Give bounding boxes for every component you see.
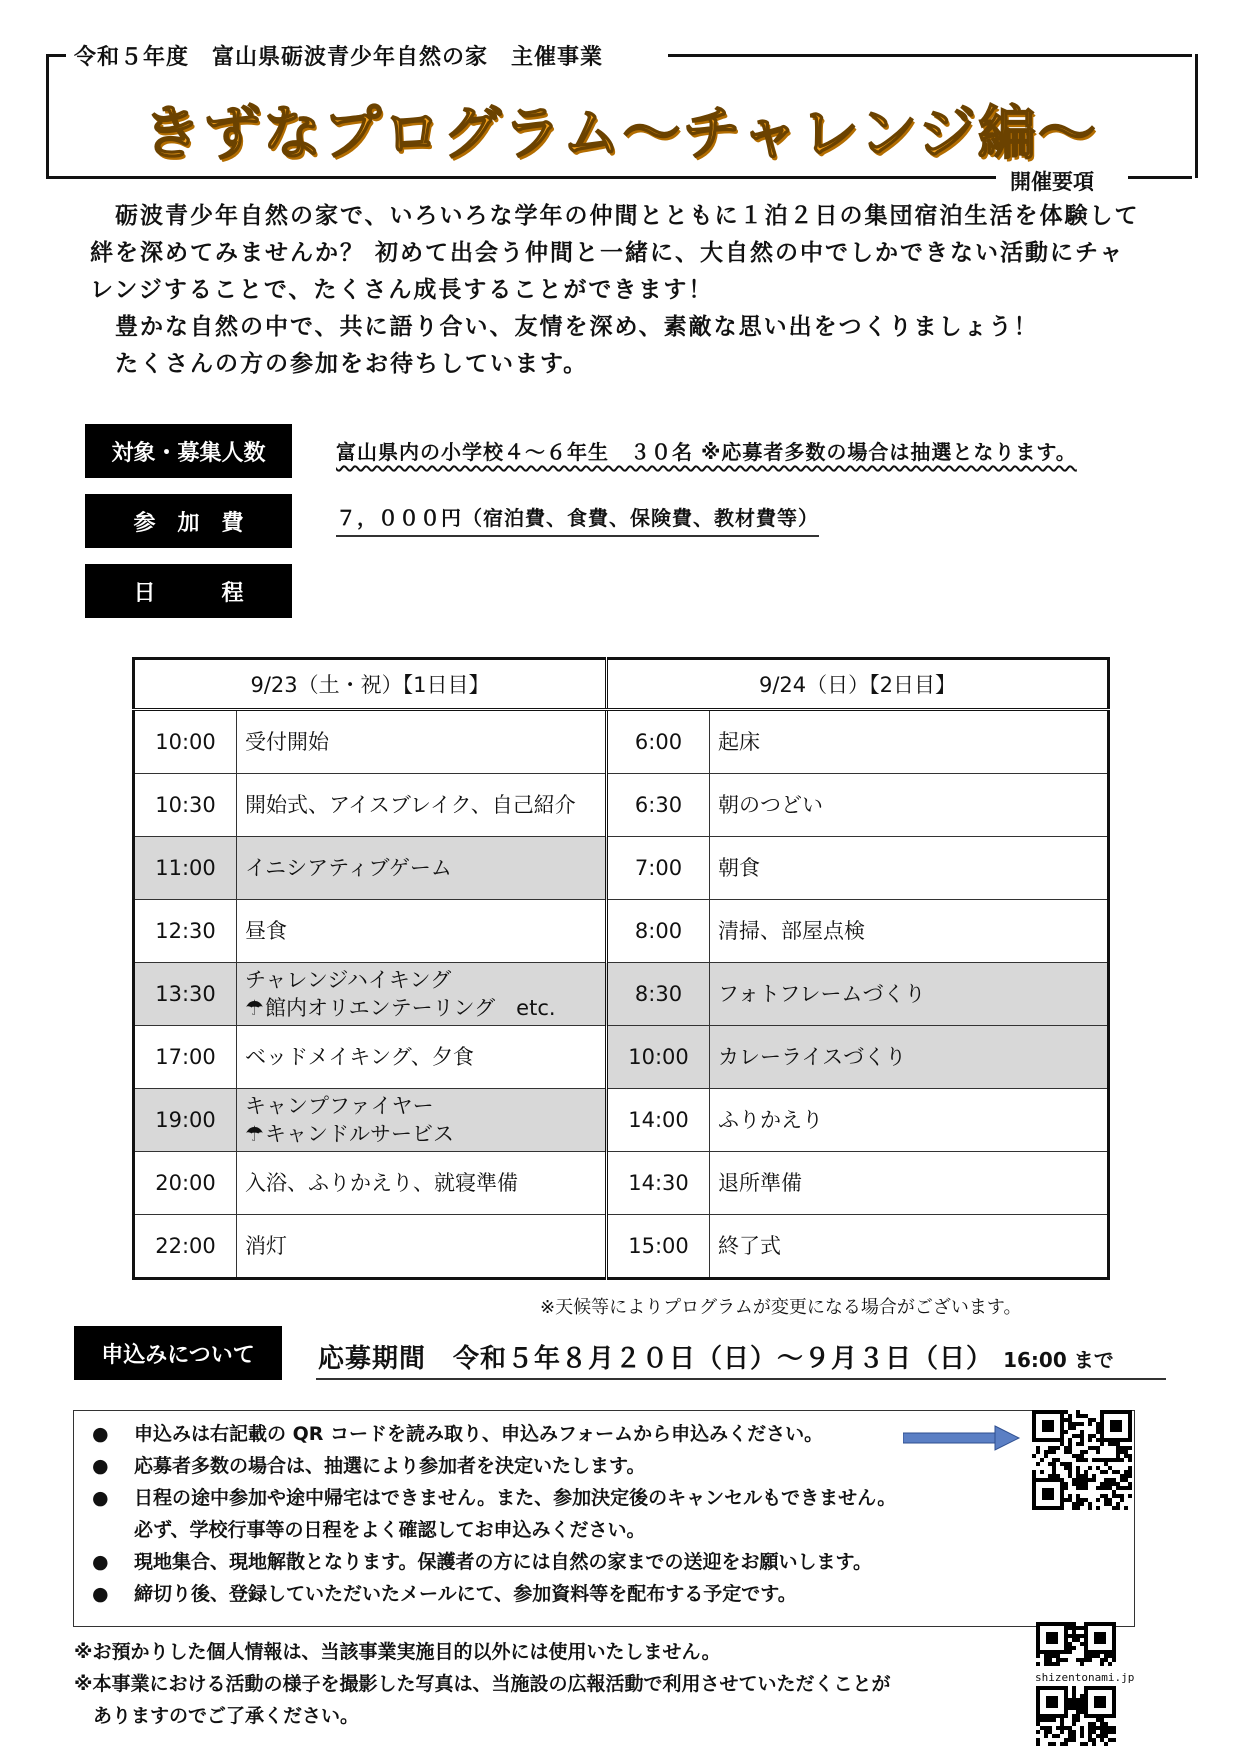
day1-activity: ベッドメイキング、夕食 (237, 1026, 607, 1089)
table-row (134, 1215, 1109, 1279)
day1-activity: キャンプファイヤー ☂キャンドルサービス (237, 1089, 607, 1152)
footer-notes (74, 1636, 890, 1732)
day2-activity: 退所準備 (710, 1152, 1109, 1215)
day2-time: 8:00 (607, 900, 710, 963)
intro-line: 豊かな自然の中で、共に語り合い、友情を深め、素敵な思い出をつくりましょう！ (90, 314, 1039, 340)
period-deadline: 16:00 まで (1003, 1348, 1114, 1372)
bullet: ● (92, 1423, 109, 1445)
day2-activity: 終了式 (710, 1215, 1109, 1279)
header-border (1128, 176, 1192, 179)
day2-activity: ふりかえり (710, 1089, 1109, 1152)
list-item (92, 1482, 896, 1514)
list-item (92, 1450, 896, 1482)
note-text: 申込みは右記載の QR コードを読み取り、申込みフォームから申込みください。 (134, 1423, 824, 1445)
fee-value: ７，０００円（宿泊費、食費、保険費、教材費等） (336, 502, 819, 537)
intro-line: 絆を深めてみませんか？ 初めて出会う仲間と一緒に、大自然の中でしかできない活動にチャ (90, 240, 1125, 266)
header-tag: 開催要項 (1010, 170, 1094, 194)
bullet: ● (92, 1455, 109, 1477)
footer-line: ※お預かりした個人情報は、当該事業実施目的以外には使用いたしません。 (74, 1641, 721, 1663)
day1-activity: イニシアティブゲーム (237, 837, 607, 900)
bullet: ● (92, 1551, 109, 1573)
day2-activity: 起床 (710, 710, 1109, 774)
day1-time: 10:30 (134, 774, 237, 837)
day1-time: 12:30 (134, 900, 237, 963)
schedule-body (134, 710, 1109, 1279)
note-text: 応募者多数の場合は、抽選により参加者を決定いたします。 (134, 1455, 646, 1477)
day1-time: 19:00 (134, 1089, 237, 1152)
day2-activity: カレーライスづくり (710, 1026, 1109, 1089)
day2-time: 14:30 (607, 1152, 710, 1215)
table-row (134, 774, 1109, 837)
intro-line: レンジすることで、たくさん成長することができます！ (90, 277, 714, 303)
note-text: 必ず、学校行事等の日程をよく確認してお申込みください。 (134, 1519, 646, 1541)
qr-caption: shizentonami.jp (1035, 1671, 1135, 1684)
list-item (92, 1546, 896, 1578)
schedule-table (132, 657, 1110, 1280)
footer-line: ありますのでご了承ください。 (74, 1705, 360, 1727)
day1-activity: 受付開始 (237, 710, 607, 774)
footer-line: ※本事業における活動の様子を撮影した写真は、当施設の広報活動で利用させていただくことが (74, 1673, 891, 1695)
day2-activity: 朝食 (710, 837, 1109, 900)
list-item (92, 1578, 896, 1610)
day2-time: 6:30 (607, 774, 710, 837)
table-row (134, 900, 1109, 963)
header-subtitle: 令和５年度 富山県砺波青少年自然の家 主催事業 (74, 45, 604, 70)
day1-activity: 入浴、ふりかえり、就寝準備 (237, 1152, 607, 1215)
umbrella-icon: ☂ (245, 996, 264, 1020)
day1-activity: 昼食 (237, 900, 607, 963)
day2-activity: 清掃、部屋点検 (710, 900, 1109, 963)
apply-label: 申込みについて (74, 1326, 282, 1380)
day2-time: 8:30 (607, 963, 710, 1026)
day1-time: 13:30 (134, 963, 237, 1026)
qr-code-icon[interactable] (1036, 1622, 1116, 1666)
day2-activity: 朝のつどい (710, 774, 1109, 837)
table-row (134, 837, 1109, 900)
day2-header: 9/24（日）【2日目】 (607, 659, 1109, 710)
intro-text (90, 198, 1170, 383)
table-row (134, 1026, 1109, 1089)
page-title: きずなプログラム～チャレンジ編～ (143, 99, 1098, 167)
schedule-label: 日 程 (85, 564, 292, 618)
day1-time: 20:00 (134, 1152, 237, 1215)
day2-time: 7:00 (607, 837, 710, 900)
table-row (134, 963, 1109, 1026)
arrow-right-icon (903, 1425, 1023, 1451)
list-item (92, 1514, 896, 1546)
table-row (134, 1089, 1109, 1152)
note-text: 締切り後、登録していただいたメールにて、参加資料等を配布する予定です。 (134, 1583, 797, 1605)
day1-activity: 消灯 (237, 1215, 607, 1279)
day1-time: 22:00 (134, 1215, 237, 1279)
target-label: 対象・募集人数 (85, 424, 292, 478)
bullet: ● (92, 1583, 109, 1605)
day1-activity: チャレンジハイキング ☂館内オリエンテーリング etc. (237, 963, 607, 1026)
note-text: 日程の途中参加や途中帰宅はできません。また、参加決定後のキャンセルもできません。 (134, 1487, 897, 1509)
day2-time: 14:00 (607, 1089, 710, 1152)
weather-note: ※天候等によりプログラムが変更になる場合がございます。 (540, 1297, 1022, 1318)
table-row (134, 1152, 1109, 1215)
qr-code-icon[interactable] (1036, 1686, 1116, 1746)
fee-label: 参 加 費 (85, 494, 292, 548)
period-text: 応募期間 令和５年８月２０日（日）～９月３日（日） (318, 1344, 994, 1374)
notes-list (92, 1418, 896, 1610)
intro-line: 砺波青少年自然の家で、いろいろな学年の仲間とともに１泊２日の集団宿泊生活を体験して (90, 203, 1140, 229)
intro-line: たくさんの方の参加をお待ちしています。 (90, 351, 589, 377)
header-border (46, 176, 996, 179)
period-underline (316, 1378, 1166, 1380)
day1-time: 10:00 (134, 710, 237, 774)
day2-time: 6:00 (607, 710, 710, 774)
umbrella-icon: ☂ (245, 1122, 264, 1146)
table-row (134, 710, 1109, 774)
day2-time: 15:00 (607, 1215, 710, 1279)
list-item (92, 1418, 896, 1450)
note-text: 現地集合、現地解散となります。保護者の方には自然の家までの送迎をお願いします。 (134, 1551, 872, 1573)
day2-time: 10:00 (607, 1026, 710, 1089)
day1-activity: 開始式、アイスブレイク、自己紹介 (237, 774, 607, 837)
day1-header: 9/23（土・祝）【1日目】 (134, 659, 607, 710)
target-value: 富山県内の小学校４～６年生 ３０名 ※応募者多数の場合は抽選となります。 (336, 440, 1077, 464)
bullet: ● (92, 1487, 109, 1509)
qr-code-icon[interactable] (1032, 1410, 1132, 1510)
application-period (318, 1338, 1114, 1375)
day1-time: 11:00 (134, 837, 237, 900)
day1-time: 17:00 (134, 1026, 237, 1089)
day2-activity: フォトフレームづくり (710, 963, 1109, 1026)
